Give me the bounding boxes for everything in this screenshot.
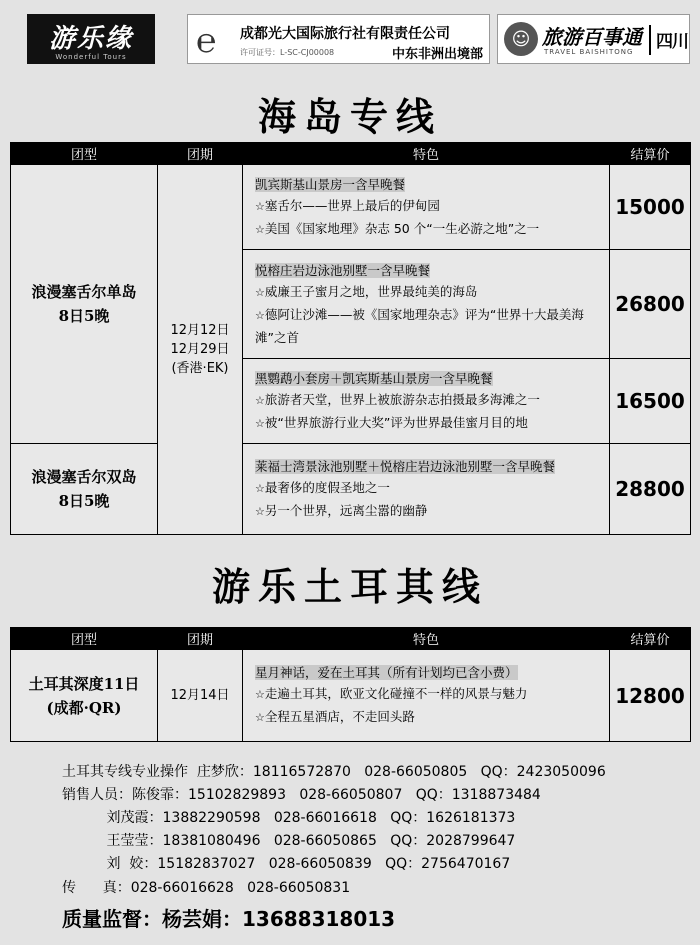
star-icon: ☆ bbox=[255, 481, 265, 495]
feature-cell bbox=[243, 444, 610, 535]
col-header-date: 团期 bbox=[158, 143, 243, 165]
divider bbox=[649, 25, 651, 55]
star-icon: ☆ bbox=[255, 688, 265, 701]
table-row bbox=[11, 165, 691, 250]
col-header-features: 特色 bbox=[243, 628, 610, 650]
tour-dates: 12月12日 12月29日 (香港·EK) bbox=[158, 165, 243, 535]
feature-cell bbox=[243, 359, 610, 444]
star-icon: ☆ bbox=[255, 504, 265, 518]
agency-department: 中东非洲出境部 bbox=[391, 47, 483, 62]
partner-logo-subtext: TRAVEL BAISHITONG bbox=[544, 48, 634, 56]
feature-point: 威廉王子蜜月之地，世界最纯美的海岛 bbox=[264, 283, 478, 299]
star-icon: ☆ bbox=[255, 416, 265, 430]
turkey-table bbox=[10, 627, 691, 742]
feature-title: 星月神话，爱在土耳其（所有计划均已含小费） bbox=[255, 665, 518, 680]
brand-logo-subtext: Wonderful Tours bbox=[55, 52, 127, 61]
islands-table bbox=[10, 142, 691, 535]
mascot-icon: ☺ bbox=[504, 22, 538, 56]
tour-name: 浪漫塞舌尔双岛 8日5晚 bbox=[11, 444, 158, 535]
col-header-features: 特色 bbox=[243, 143, 610, 165]
feature-point: 旅游者天堂，世界上被旅游杂志拍摄最多海滩之一 bbox=[264, 391, 540, 407]
col-header-tour: 团型 bbox=[11, 143, 158, 165]
feature-title: 凯宾斯基山景房一含早晚餐 bbox=[255, 176, 406, 192]
feature-point: 最奢侈的度假圣地之一 bbox=[264, 479, 390, 495]
col-header-price: 结算价 bbox=[610, 628, 691, 650]
star-icon: ☆ bbox=[255, 222, 265, 236]
feature-point: 另一个世界，远离尘嚣的幽静 bbox=[264, 502, 428, 518]
fax-line: 传 真：028-66016628 028-66050831 bbox=[62, 880, 351, 896]
tour-dates: 12月14日 bbox=[158, 650, 243, 742]
price: 12800 bbox=[610, 650, 691, 742]
feature-cell bbox=[243, 650, 610, 742]
contact-line: 土耳其专线专业操作 庄梦欣：18116572870 028-66050805 QQ：2423050096 bbox=[62, 764, 606, 780]
feature-title: 悦榕庄岩边泳池别墅一含早晚餐 bbox=[255, 262, 431, 278]
feature-point: 美国《国家地理》杂志 50 个“一生必游之地”之一 bbox=[264, 220, 540, 236]
quality-supervision: 质量监督：杨芸娟：13688318013 bbox=[62, 907, 396, 931]
table-header-row bbox=[11, 628, 691, 650]
brand-logo-text: 游乐缘 bbox=[48, 23, 133, 54]
col-header-price: 结算价 bbox=[610, 143, 691, 165]
table-row bbox=[11, 444, 691, 535]
agency-name: 成都光大国际旅行社有限责任公司 bbox=[240, 26, 450, 42]
feature-point: 被“世界旅游行业大奖”评为世界最佳蜜月目的地 bbox=[264, 414, 528, 430]
feature-cell bbox=[243, 165, 610, 250]
feature-title: 莱福士湾景泳池别墅＋悦榕庄岩边泳池别墅一含早晚餐 bbox=[255, 458, 556, 474]
star-icon: ☆ bbox=[255, 393, 265, 407]
partner-logo bbox=[497, 14, 690, 64]
partner-region: 四川 bbox=[656, 32, 688, 52]
feature-point: 塞舌尔——世界上最后的伊甸园 bbox=[264, 197, 440, 213]
feature-point: 全程五星酒店，不走回头路 bbox=[264, 709, 415, 724]
price: 16500 bbox=[610, 359, 691, 444]
tour-name: 土耳其深度11日 (成都·QR) bbox=[11, 650, 158, 742]
contact-line: 刘茂霞：13882290598 028-66016618 QQ：1626181373 bbox=[62, 810, 516, 826]
price: 26800 bbox=[610, 250, 691, 359]
star-icon: ☆ bbox=[255, 308, 265, 322]
col-header-tour: 团型 bbox=[11, 628, 158, 650]
star-icon: ☆ bbox=[255, 199, 265, 213]
contact-line: 王莹莹：18381080496 028-66050865 QQ：2028799647 bbox=[62, 833, 516, 849]
col-header-date: 团期 bbox=[158, 628, 243, 650]
price: 28800 bbox=[610, 444, 691, 535]
contact-line: 销售人员：陈俊霏：15102829893 028-66050807 QQ：1318873484 bbox=[62, 787, 541, 803]
agency-banner bbox=[187, 14, 490, 64]
agency-logo-icon: ℮ bbox=[196, 21, 217, 61]
star-icon: ☆ bbox=[255, 711, 265, 724]
section-title-islands: 海岛专线 bbox=[257, 94, 442, 139]
feature-point: 走遍土耳其，欧亚文化碰撞不一样的风景与魅力 bbox=[264, 686, 528, 701]
star-icon: ☆ bbox=[255, 285, 265, 299]
tour-name: 浪漫塞舌尔单岛 8日5晚 bbox=[11, 165, 158, 444]
contact-line: 刘 姣：15182837027 028-66050839 QQ：2756470167 bbox=[62, 856, 511, 872]
feature-point: 德阿让沙滩——被《国家地理杂志》评为“世界十大最美海滩”之首 bbox=[255, 306, 584, 345]
section-title-turkey: 游乐土耳其线 bbox=[211, 564, 488, 609]
table-header-row bbox=[11, 143, 691, 165]
agency-license: 许可证号：L-SC-CJ00008 bbox=[240, 48, 335, 57]
feature-title: 黑鹦鹉小套房＋凯宾斯基山景房一含早晚餐 bbox=[255, 370, 493, 386]
brand-logo bbox=[27, 14, 155, 64]
table-row bbox=[11, 650, 691, 742]
feature-cell bbox=[243, 250, 610, 359]
price: 15000 bbox=[610, 165, 691, 250]
partner-logo-text: 旅游百事通 bbox=[542, 25, 642, 49]
